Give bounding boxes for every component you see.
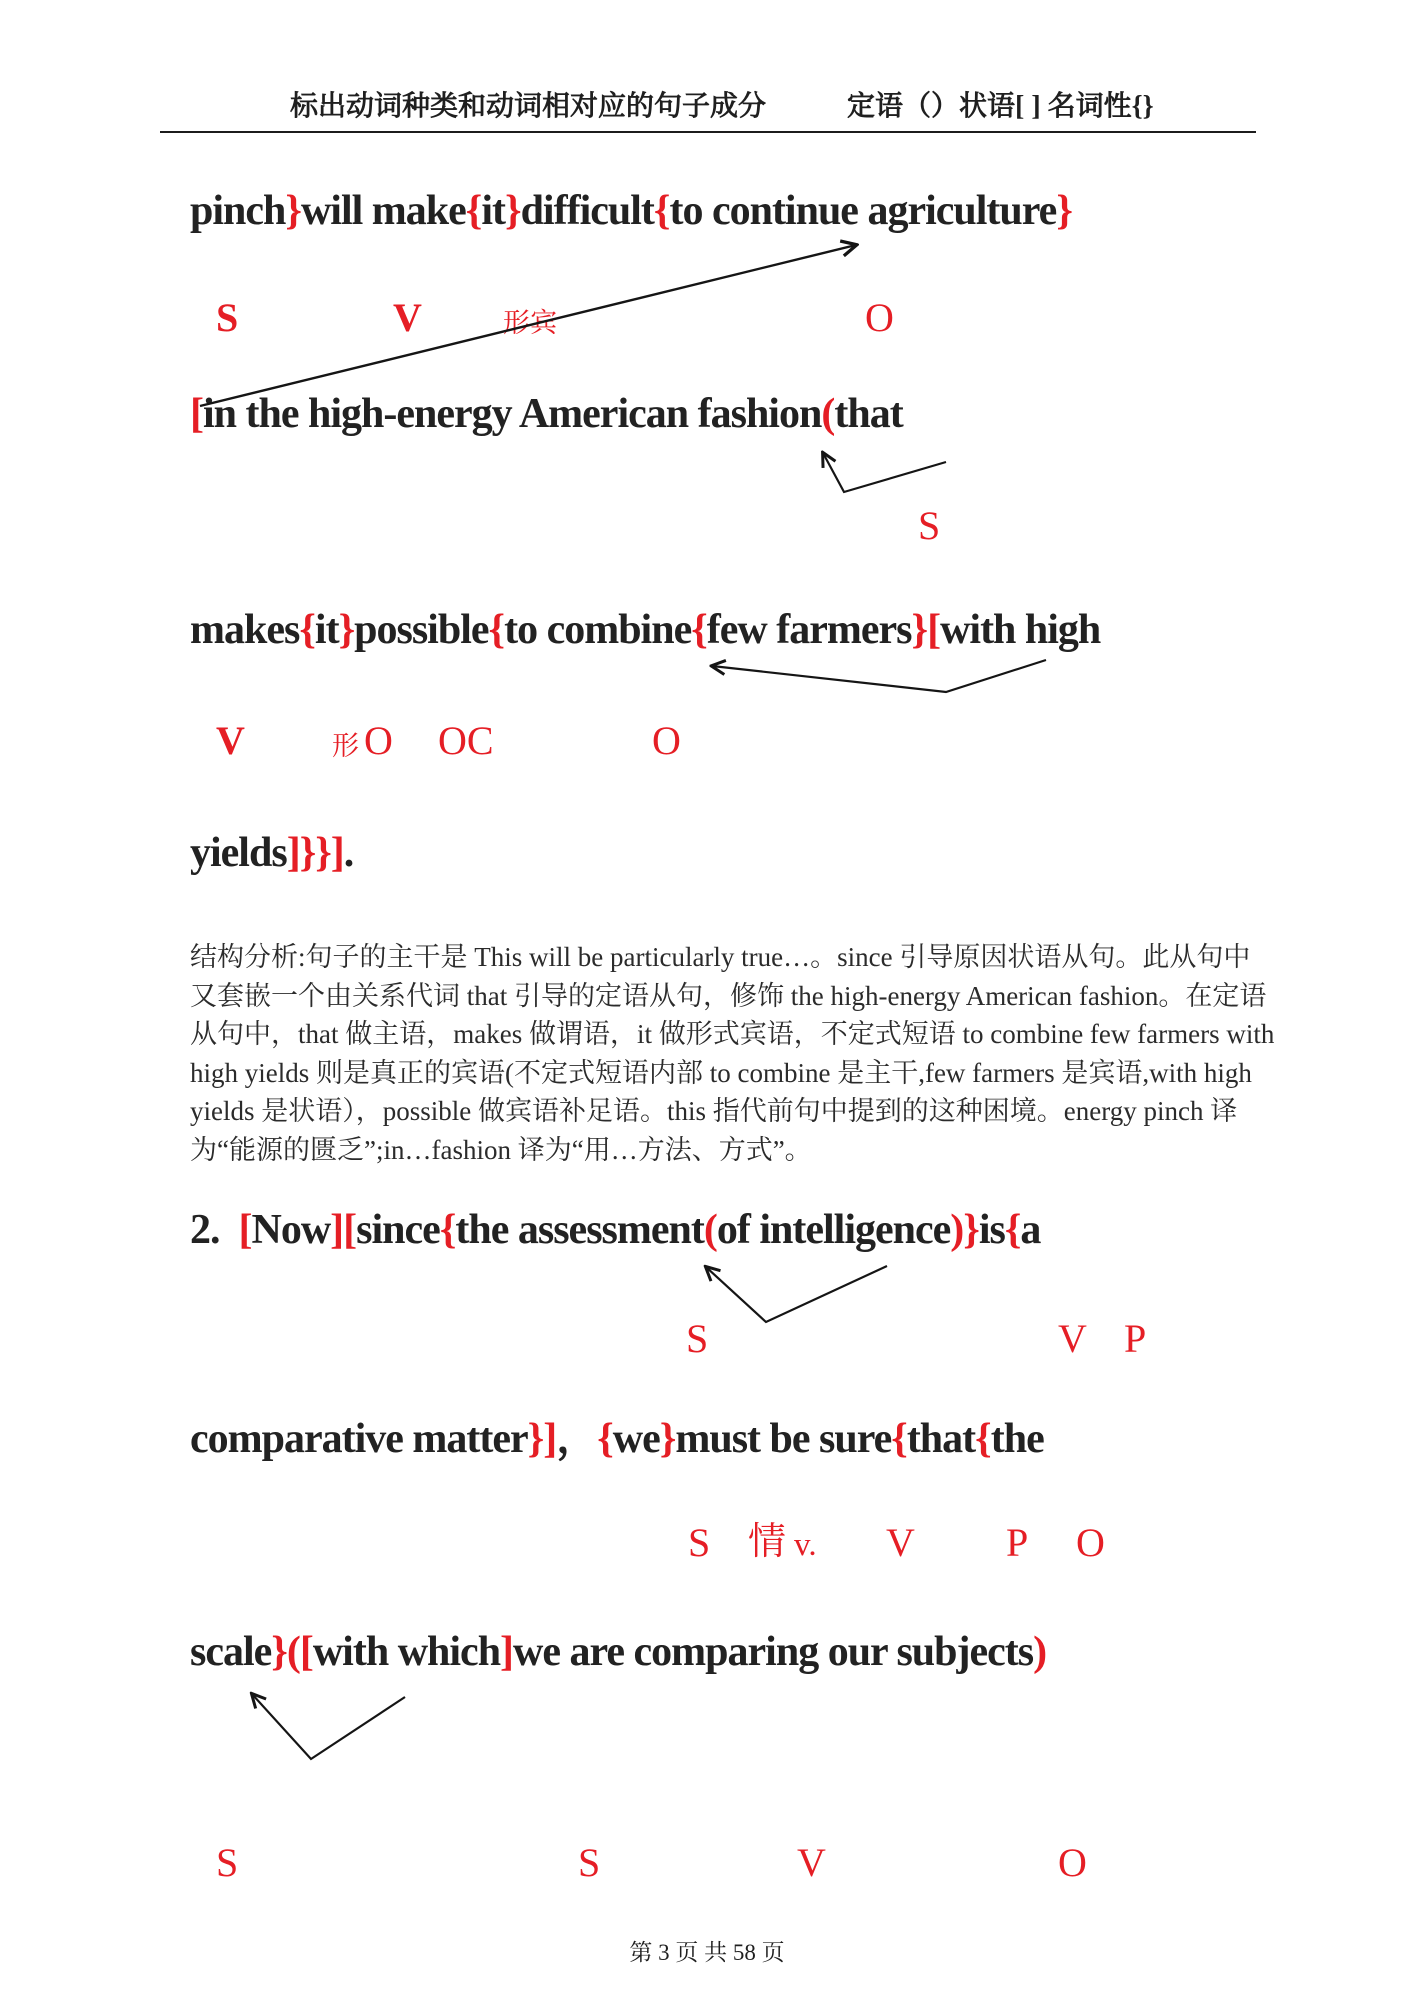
analysis-line: high yields 则是真正的宾语(不定式短语内部 to combine 是主干,few farmers 是宾语,with high — [190, 1057, 1252, 1088]
header-left-title: 标出动词种类和动词相对应的句子成分 — [290, 91, 767, 122]
annotation-formal-2: 形 — [332, 731, 359, 761]
sentence-line-2b: comparative matter}]，{we}must be sure{that{the — [190, 1416, 1044, 1462]
analysis-line: 结构分析:句子的主干是 This will be particularly true…。since 引导原因状语从句。此从句中 — [190, 942, 1251, 972]
annotation-object-2: O — [364, 718, 393, 763]
sentence-line-1b: [in the high-energy American fashion(that — [190, 391, 903, 437]
annotation-object-4: O — [1076, 1520, 1105, 1565]
header-right-legend: 定语（）状语[ ] 名词性{} — [847, 91, 1154, 122]
annotation-object-3: O — [652, 718, 681, 763]
arrow-to-assessment — [706, 1266, 887, 1322]
annotation-object-complement: OC — [438, 718, 494, 763]
sentence-line-2c: scale}([with which]we are comparing our subjects) — [190, 1629, 1047, 1675]
sentence-line-1c: makes{it}possible{to combine{few farmers}[with high — [190, 607, 1101, 653]
analysis-line: yields 是状语），possible 做宾语补足语。this 指代前句中提到的这种困境。energy pinch 译 — [190, 1096, 1238, 1126]
arrow-which-to-scale — [252, 1694, 405, 1759]
arrow-with-high-to-combine — [712, 660, 1046, 692]
annotation-subject-2: S — [686, 1316, 709, 1361]
annotation-object-1: O — [865, 295, 894, 340]
annotation-predicative-1: P — [1124, 1316, 1147, 1361]
annotation-verb-4: V — [886, 1520, 915, 1565]
sentence-line-1d: yields]}}]. — [190, 830, 354, 876]
annotation-subject-1: S — [216, 295, 239, 340]
arrow-that-to-fashion — [823, 453, 946, 492]
annotation-predicative-2: P — [1006, 1520, 1029, 1565]
annotation-subject-5: S — [578, 1840, 601, 1885]
annotation-verb-2: V — [216, 718, 245, 763]
annotation-formal-object-1: 形宾 — [503, 308, 557, 338]
analysis-line: 从句中，that 做主语，makes 做谓语，it 做形式宾语，不定式短语 to combine few farmers with — [190, 1019, 1275, 1049]
analysis-line: 为“能源的匮乏”;in…fashion 译为“用…方法、方式”。 — [190, 1134, 812, 1165]
sentence-line-2a: 2. [Now][since{the assessment(of intelligence)}is{a — [190, 1207, 1041, 1253]
annotation-subject-that-clause: S — [918, 503, 941, 548]
header-divider — [160, 131, 1256, 133]
page-number-footer: 第 3 页 共 58 页 — [629, 1940, 785, 1965]
annotation-modal-verb: v. — [794, 1527, 817, 1563]
analysis-line: 又套嵌一个由关系代词 that 引导的定语从句，修饰 the high-energy American fashion。在定语 — [190, 980, 1267, 1011]
annotation-subject-3: S — [688, 1520, 711, 1565]
annotation-object-5: O — [1058, 1840, 1087, 1885]
annotation-verb-5: V — [797, 1840, 826, 1885]
annotation-verb-3: V — [1058, 1316, 1087, 1361]
sentence-line-1a: pinch}will make{it}difficult{to continue agriculture} — [190, 188, 1072, 234]
annotation-verb-1: V — [393, 295, 422, 340]
annotation-modal-char: 情 — [748, 1521, 787, 1563]
annotation-subject-4: S — [216, 1840, 239, 1885]
analysis-paragraph — [190, 938, 1275, 1169]
